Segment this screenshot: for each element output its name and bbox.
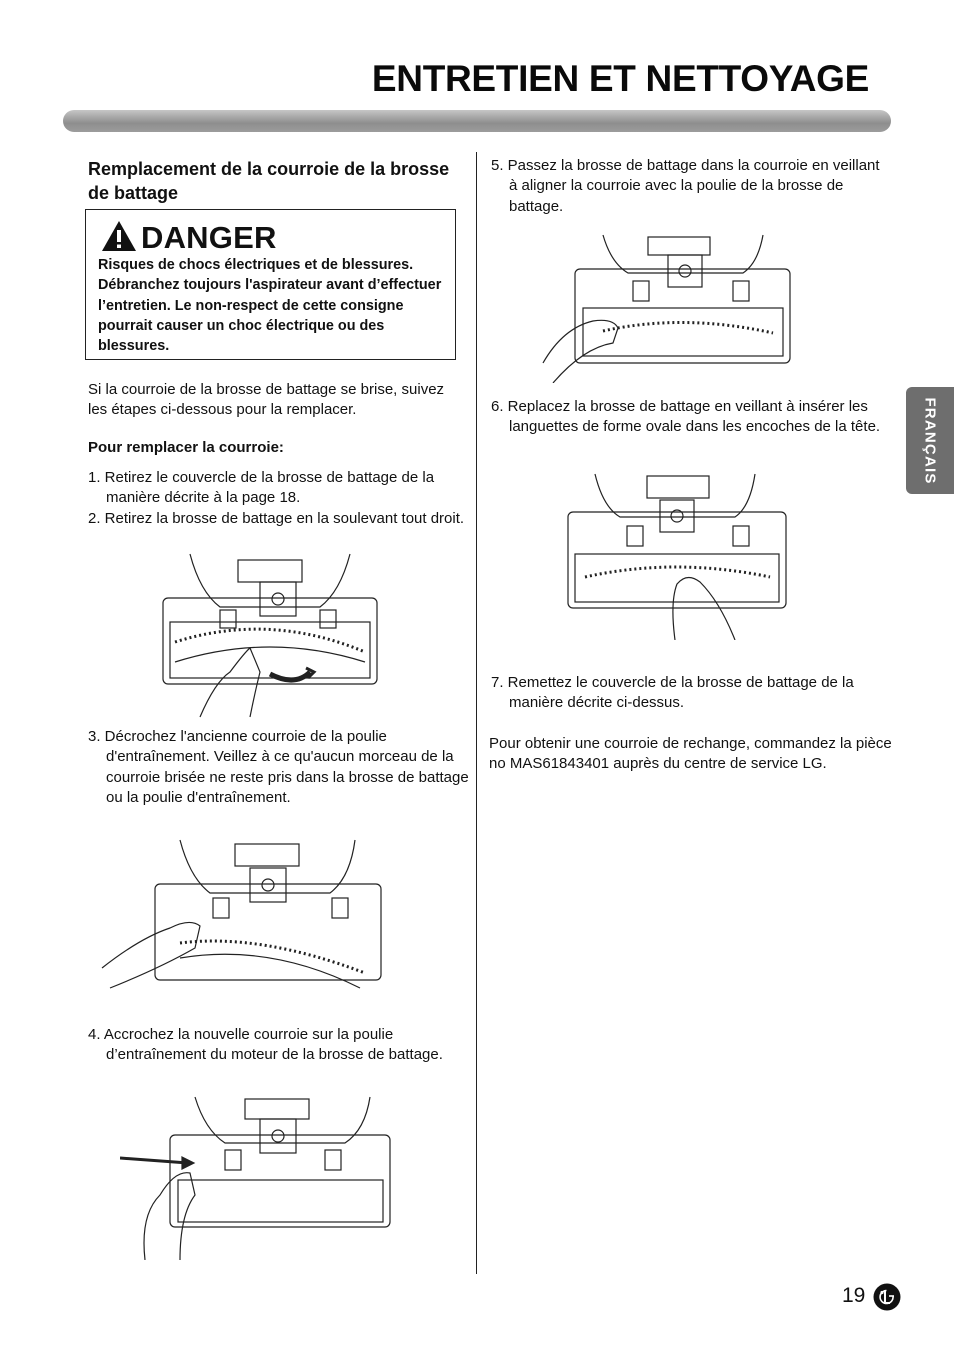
illustration-replace-brush (565, 472, 789, 640)
lg-logo-icon (873, 1283, 901, 1311)
step-6: 6. Replacez la brosse de battage en veillant à insérer les languettes de forme ovale dans les encoches de la tête. (491, 398, 881, 436)
warning-triangle-icon (101, 220, 141, 257)
replacement-part-note: Pour obtenir une courroie de rechange, commandez la pièce no MAS61843401 auprès du centre de service LG. (489, 735, 892, 773)
column-divider (476, 152, 477, 1274)
step-3: 3. Décrochez l'ancienne courroie de la poulie d'entraînement. Veillez à ce qu'aucun morceau de la courroie brisée ne reste pris dans la brosse de battage ou la poulie d'entraînement. (88, 728, 469, 807)
illustration-unhook-belt (100, 838, 383, 1006)
step-2: 2. Retirez la brosse de battage en la soulevant tout droit. (88, 510, 465, 527)
step-1: 1. Retirez le couvercle de la brosse de battage de la manière décrite à la page 18. (88, 469, 435, 507)
intro-paragraph: Si la courroie de la brosse de battage se brise, suivez les étapes ci-dessous pour la remplacer. (88, 381, 445, 419)
language-tab-label: FRANÇAIS (921, 396, 939, 485)
danger-label: DANGER (141, 220, 277, 255)
step-5: 5. Passez la brosse de battage dans la courroie en veillant à aligner la courroie avec la poulie de la brosse de battage. (491, 157, 880, 215)
title-bar (63, 110, 891, 132)
illustration-thread-brush (533, 233, 793, 383)
page-title: ENTRETIEN ET NETTOYAGE (371, 58, 869, 99)
section-heading: Remplacement de la courroie de la brosse de battage (88, 159, 450, 203)
page-number: 19 (842, 1284, 866, 1307)
step-7: 7. Remettez le couvercle de la brosse de battage de la manière décrite ci-dessus. (491, 674, 854, 712)
danger-text: Risques de chocs électriques et de blessures. Débranchez toujours l'aspirateur avant d’effectuer l’entretien. Le non-respect de cette consigne pourrait causer un choc électrique ou des blessures. (98, 257, 442, 355)
illustration-remove-brush (160, 552, 380, 719)
illustration-hook-new-belt (120, 1095, 393, 1260)
subheading: Pour remplacer la courroie: (88, 439, 284, 456)
language-tab (906, 387, 954, 494)
danger-box (85, 209, 456, 360)
step-4: 4. Accrochez la nouvelle courroie sur la poulie d’entraînement du moteur de la brosse de battage. (88, 1026, 443, 1064)
